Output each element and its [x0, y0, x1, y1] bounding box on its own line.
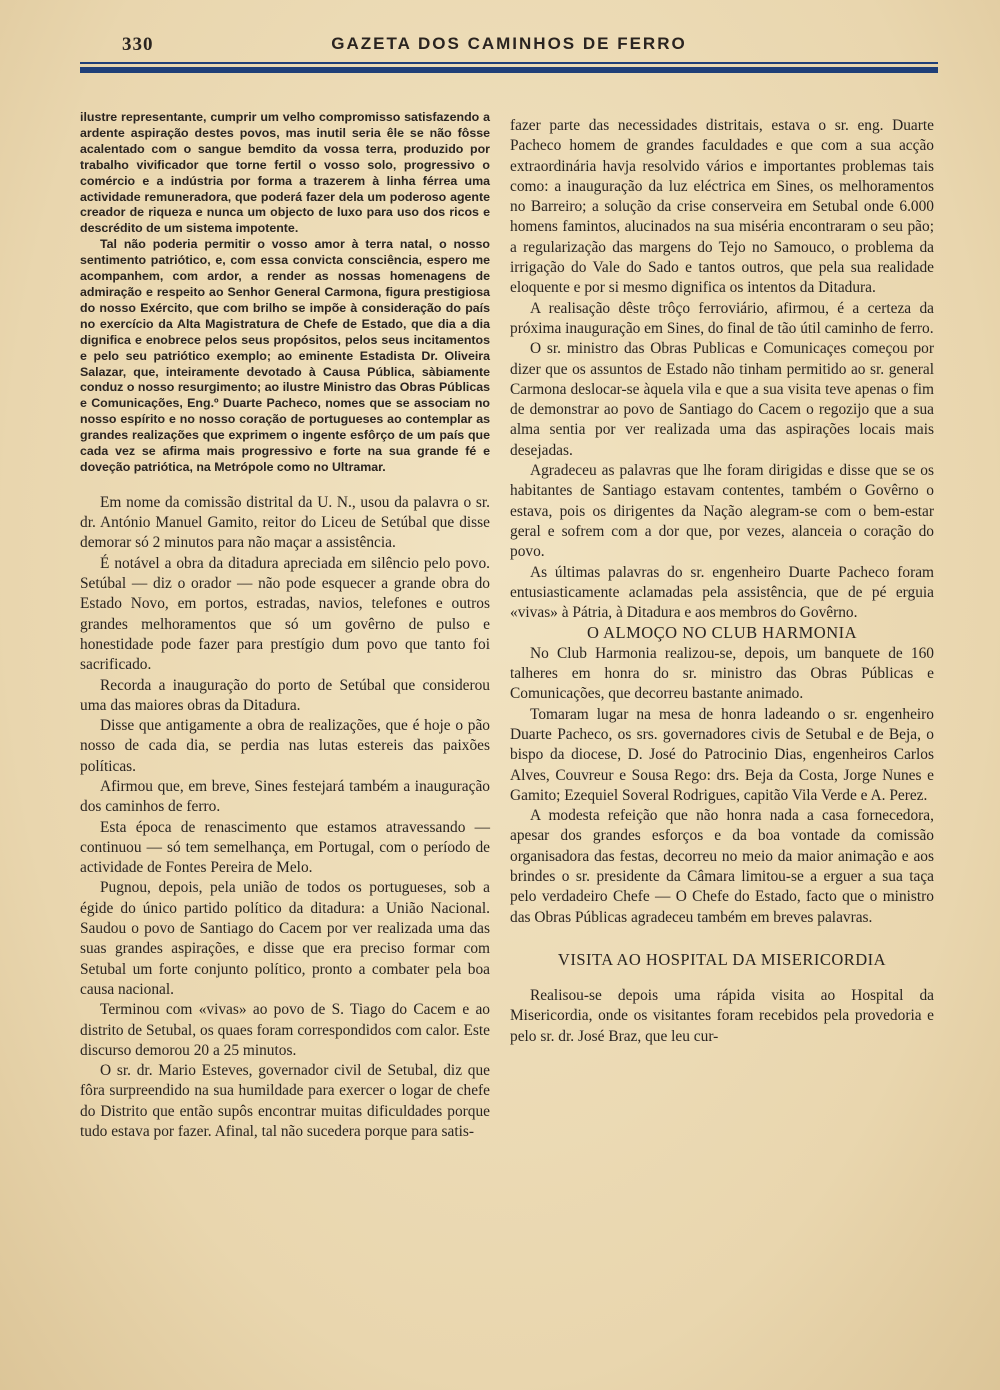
article-paragraph: Pugnou, depois, pela união de todos os portugueses, sob a égide do único partido político da ditadura: a União Nacional. Saudou o povo de Santiago do Cacem por ver realizada uma das suas grandes aspirações, e disse que era preciso formar com Setubal um forte conjunto político, pronto a combater pela boa causa nacional. [80, 879, 490, 998]
header-rule-thin [80, 62, 938, 64]
left-column [80, 110, 490, 1142]
article-paragraph: Realisou-se depois uma rápida visita ao Hospital da Misericordia, onde os visitantes foram recebidos pela provedoria e pelo sr. dr. José Braz, que leu cur- [510, 987, 934, 1045]
page-header [80, 34, 938, 64]
article-paragraph: A realisação dêste trôço ferroviário, afirmou, é a certeza da próxima inauguração em Sines, do final de tão útil caminho de ferro. [510, 299, 934, 337]
article-paragraph: A modesta refeição que não honra nada a casa fornecedora, apesar dos grandes esforços e da boa vontade da comissão organisadora das festas, decorreu no meio da maior animação e aos brindes o sr. presidente da Câmara limitou-se a erguer a sua taça pelo verdadeiro Chefe — O Chefe do Estado, facto que o ministro das Obras Públicas agradeceu também em breves palavras. [510, 807, 934, 926]
right-column [510, 116, 934, 1047]
article-paragraph: Terminou com «vivas» ao povo de S. Tiago do Cacem e ao distrito de Setubal, os quaes foram correspondidos com calor. Este discurso demorou 20 a 25 minutos. [80, 1001, 490, 1059]
article-paragraph: Esta época de renascimento que estamos atravessando — continuou — só tem semelhança, em Portugal, com o período de actividade de Fontes Pereira de Melo. [80, 818, 490, 877]
article-paragraph: É notável a obra da ditadura apreciada em silêncio pelo povo. Setúbal — diz o orador — não pode esquecer a grande obra do Estado Novo, em portos, estradas, navios, telefones e outros grandes melhoramentos que só um govêrno de pulso e honestidade pode fazer para prestígio dum povo que tanto foi sacrificado. [80, 554, 490, 674]
speech-excerpt [80, 110, 490, 476]
speech-paragraph: Tal não poderia permitir o vosso amor à terra natal, o nosso sentimento patriótico, e, com essa convicta consciência, espero me acompanhem, com ardor, a render as nossas homenagens de admiração e respeito ao Senhor General Carmona, figura prestigiosa do nosso Exército, que com brilho se impõe à consideração do país no exercício da Alta Magistratura de Chefe de Estado, que dia a dia dignifica e enobrece pelos seus propósitos, pelos seus incitamentos e pelo seu patriótico exemplo; ao eminente Estadista Dr. Oliveira Salazar, que, inteiramente devotado à Causa Pública, sàbiamente conduz o nosso resurgimento; ao ilustre Ministro das Obras Públicas e Comunicações, Eng.º Duarte Pacheco, nomes que se associam no nosso espírito e no nosso coração de portugueses ao contemplar as grandes realizações que exprimem o ingente esfôrço de um país que cada vez se afirma mais progressivo e forte na sua grande fé e doveção patriótica, na Metrópole como no Ultramar. [80, 237, 490, 474]
article-paragraph: Em nome da comissão distrital da U. N., usou da palavra o sr. dr. António Manuel Gamito, reitor do Liceu de Setúbal que disse demorar só 2 minutos para não maçar a assistência. [80, 493, 490, 552]
section-heading-club: O ALMOÇO NO CLUB HARMONIA [586, 623, 858, 643]
page-number: 330 [122, 34, 154, 55]
article-paragraph: As últimas palavras do sr. engenheiro Duarte Pacheco foram entusiasticamente aclamadas pela assistência, que de pé erguia «vivas» à Pátria, à Ditadura e aos membros do Govêrno. [510, 563, 934, 622]
article-paragraph: Recorda a inauguração do porto de Setúbal que considerou uma das maiores obras da Ditadura. [80, 676, 490, 714]
article-paragraph: O sr. ministro das Obras Publicas e Comunicaçes começou por dizer que os assuntos de Estado não tinham permitido ao sr. general Carmona deslocar-se àquela vila e que a sua visita teve apenas o fim de demonstrar ao povo de Santiago do Cacem o regozijo que a sua alma sentia por ver realizada uma das aspirações locais mais desejadas. [510, 340, 934, 459]
speech-paragraph: ilustre representante, cumprir um velho compromisso satisfazendo a ardente aspiração destes povos, mas inutil seria êle se não fôsse acalentado com o sangue bemdito da vossa terra, produzido por trabalho vivificador que torne fertil o vosso solo, progressivo o comércio e a indústria por forma a trazerem à linha férrea uma actividade remuneradora, que poderá fazer dela um poderoso agente creador de riqueza e nunca um objecto de luxo para uso dos ricos e descrédito de um sistema impotente. [80, 110, 490, 236]
article-paragraph: No Club Harmonia realizou-se, depois, um banquete de 160 talheres em honra do sr. ministro das Obras Públicas e Comunicações, que decorreu bastante animado. [510, 644, 934, 703]
article-paragraph: O sr. dr. Mario Esteves, governador civil de Setubal, diz que fôra surpreendido na sua humildade para exercer o logar de chefe do Distrito que então supôs encontrar muitas dificuldades porque tudo estava por fazer. Afinal, tal não sucedera porque para satis- [80, 1062, 490, 1141]
article-paragraph: fazer parte das necessidades distritais, estava o sr. eng. Duarte Pacheco homem de grandes faculdades e que com a sua acção extraordinária havja resolvido vários e importantes problemas tais como: a inauguração da luz eléctrica em Sines, os melhoramentos no Barreiro; a solução da crise conserveira em Setubal onde 6.000 homens famintos, alucinados na sua miséria encontraram o seu pão; a regularização das margens do Tejo no Samouco, o problema da irrigação do Vale do Sado e tantos outros, que pela sua realidade eloquente e por si mesmo dignifica os intentos da Ditadura. [510, 117, 934, 297]
article-paragraph: Tomaram lugar na mesa de honra ladeando o sr. engenheiro Duarte Pacheco, os srs. governadores civis de Setubal e de Beja, o bispo da diocese, D. José do Patrocinio Dias, engenheiros Carlos Alves, Couvreur e Sousa Rego: drs. Beja da Costa, Jorge Nunes e Gamito; Ezequiel Soveral Rodrigues, capitão Vila Verde e A. Perez. [510, 705, 934, 804]
article-paragraph: Agradeceu as palavras que lhe foram dirigidas e disse que se os habitantes de Santiago estavam contentes, também o Govêrno o estava, pois os dirigentes da Nação alegram-se com o bem-estar geral e sofrem com a dor que, por vezes, alanceia o coração do povo. [510, 462, 934, 561]
article-paragraph: Afirmou que, em breve, Sines festejará também a inauguração dos caminhos de ferro. [80, 778, 490, 816]
header-rule-thick [80, 67, 938, 73]
article-paragraph: Disse que antigamente a obra de realizações, que é hoje o pão nosso de cada dia, se perdia nas lutas estereis das paixões políticas. [80, 717, 490, 775]
section-heading-hospital: VISITA AO HOSPITAL DA MISERICORDIA [557, 949, 887, 969]
journal-title: GAZETA DOS CAMINHOS DE FERRO [331, 34, 687, 53]
